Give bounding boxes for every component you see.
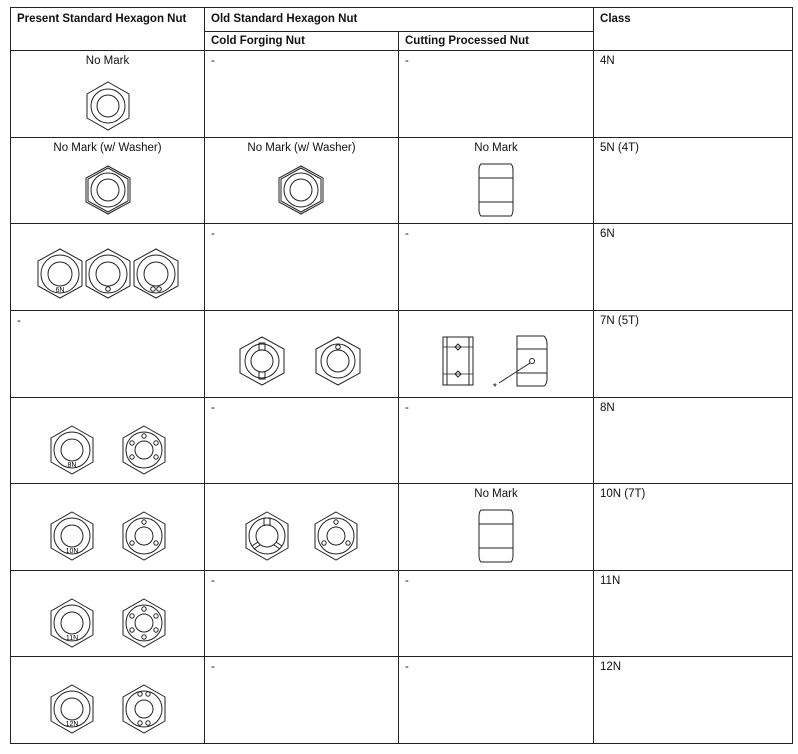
cutting-cell: No Mark — [399, 137, 594, 224]
cold-cell — [205, 484, 399, 571]
mark-10n-text: 10N — [65, 548, 79, 556]
cutting-cell: - — [399, 657, 594, 744]
class-cell: 7N (5T) — [594, 311, 793, 398]
table-row — [11, 484, 793, 571]
present-cell — [11, 484, 205, 571]
present-cell — [11, 51, 205, 138]
class-cell: 11N — [594, 570, 793, 657]
hex-nut-11n-pair-icon — [11, 571, 204, 657]
present-cell — [11, 397, 205, 484]
mark-11n-text: 11N — [65, 634, 79, 642]
nut-side-marked-icon — [399, 311, 593, 397]
hex-nut-three-slot-pair-icon — [205, 484, 398, 570]
no-mark-label: No Mark — [85, 55, 130, 68]
cold-cell: No Mark (w/ Washer) — [205, 137, 399, 224]
hex-nut-washer-icon — [205, 138, 398, 224]
cold-cell: - — [205, 224, 399, 311]
mark-6n-text: 6N — [55, 287, 65, 295]
present-cell — [11, 224, 205, 311]
header-cold-forging: Cold Forging Nut — [205, 32, 399, 51]
mark-8n-text: 8N — [67, 461, 77, 469]
cutting-cell: - — [399, 570, 594, 657]
present-cell: No Mark (w/ Washer) — [11, 137, 205, 224]
table-row — [11, 51, 793, 138]
cutting-cell: - — [399, 224, 594, 311]
class-cell: 6N — [594, 224, 793, 311]
asterisk-mark: * — [493, 382, 497, 394]
present-cell — [11, 657, 205, 744]
cutting-cell: - — [399, 397, 594, 484]
header-present-standard: Present Standard Hexagon Nut — [11, 8, 205, 51]
class-cell: 4N — [594, 51, 793, 138]
hex-nut-10n-pair-icon — [11, 484, 204, 570]
cutting-cell: No Mark — [399, 484, 594, 571]
table-row — [11, 224, 793, 311]
class-cell: 5N (4T) — [594, 137, 793, 224]
present-cell: - — [11, 311, 205, 398]
cold-cell: - — [205, 397, 399, 484]
class-cell: 12N — [594, 657, 793, 744]
header-class: Class — [594, 8, 793, 51]
table-row — [11, 311, 793, 398]
hex-nut-12n-pair-icon — [11, 657, 204, 743]
class-cell: 10N (7T) — [594, 484, 793, 571]
table-row — [11, 397, 793, 484]
cutting-cell — [399, 311, 594, 398]
hex-nut-washer-icon — [11, 138, 204, 224]
header-cutting-processed: Cutting Processed Nut — [399, 32, 594, 51]
header-old-standard: Old Standard Hexagon Nut — [205, 8, 594, 32]
cold-cell: - — [205, 570, 399, 657]
hex-nut-8n-pair-icon — [11, 398, 204, 484]
cutting-cell: - — [399, 51, 594, 138]
table-row — [11, 657, 793, 744]
class-cell: 8N — [594, 397, 793, 484]
present-cell — [11, 570, 205, 657]
table-row — [11, 137, 793, 224]
cold-cell: - — [205, 657, 399, 744]
cold-cell — [205, 311, 399, 398]
table-row — [11, 570, 793, 657]
hex-nut-6n-set-icon — [11, 224, 204, 310]
hex-nut-plain-icon — [11, 51, 204, 137]
mark-12n-text: 12N — [65, 721, 79, 729]
nut-side-view-icon — [399, 138, 593, 224]
nut-class-table — [10, 7, 793, 744]
hex-nut-slotted-pair-icon — [205, 311, 398, 397]
nut-side-view-icon — [399, 484, 593, 570]
cold-cell: - — [205, 51, 399, 138]
